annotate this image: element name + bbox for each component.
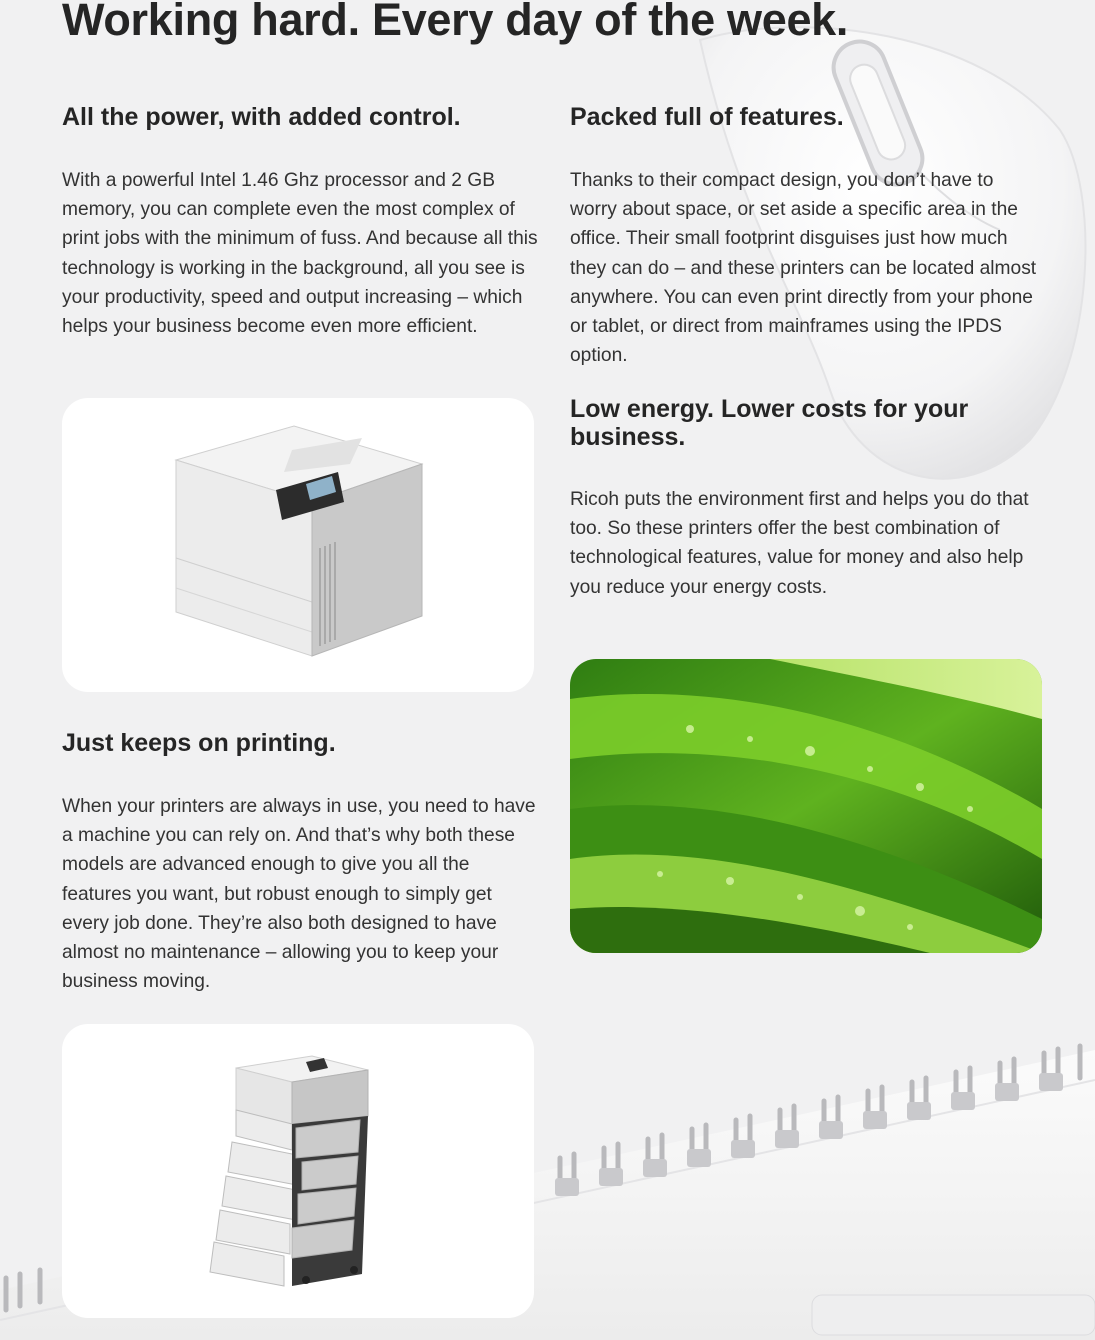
section-heading-power: All the power, with added control. (62, 103, 461, 131)
section-body-energy: Ricoh puts the environment first and helps you do that too. So these printers offer the best combination of technological features, value for money and also help you reduce your energy costs. (570, 489, 1029, 598)
green-leaf-photo (570, 659, 1042, 953)
printer-tower-icon (62, 1024, 534, 1318)
printer-compact-icon (62, 398, 534, 692)
section-heading-energy: Low energy. Lower costs for your business. (570, 395, 969, 451)
printer-tower-image-card (62, 1024, 534, 1318)
section-heading-features: Packed full of features. (570, 103, 844, 131)
section-body-features: Thanks to their compact design, you don’t have to worry about space, or set aside a specific area in the office. Their small footprint disguises just how much they can do – and these printers can be located almost anywhere. You can even print directly from your phone or tablet, or direct from mainframes using the IPDS option. (570, 170, 1037, 367)
leaf-image-card (570, 659, 1042, 953)
section-body-power: With a powerful Intel 1.46 Ghz processor and 2 GB memory, you can complete even the most complex of print jobs with the minimum of fuss. And because all this technology is working in the background, all you see is your productivity, speed and output increasing – which helps your business become even more efficient. (62, 170, 538, 338)
section-body-printing: When your printers are always in use, you need to have a machine you can rely on. And that’s why both these models are advanced enough to give you all the features you want, but robust enough to simply get every job done. They’re also both designed to have almost no maintenance – allowing you to keep your business moving. (62, 796, 536, 993)
page-title: Working hard. Every day of the week. (62, 0, 849, 45)
section-heading-printing: Just keeps on printing. (62, 729, 336, 757)
printer-image-card (62, 398, 534, 692)
